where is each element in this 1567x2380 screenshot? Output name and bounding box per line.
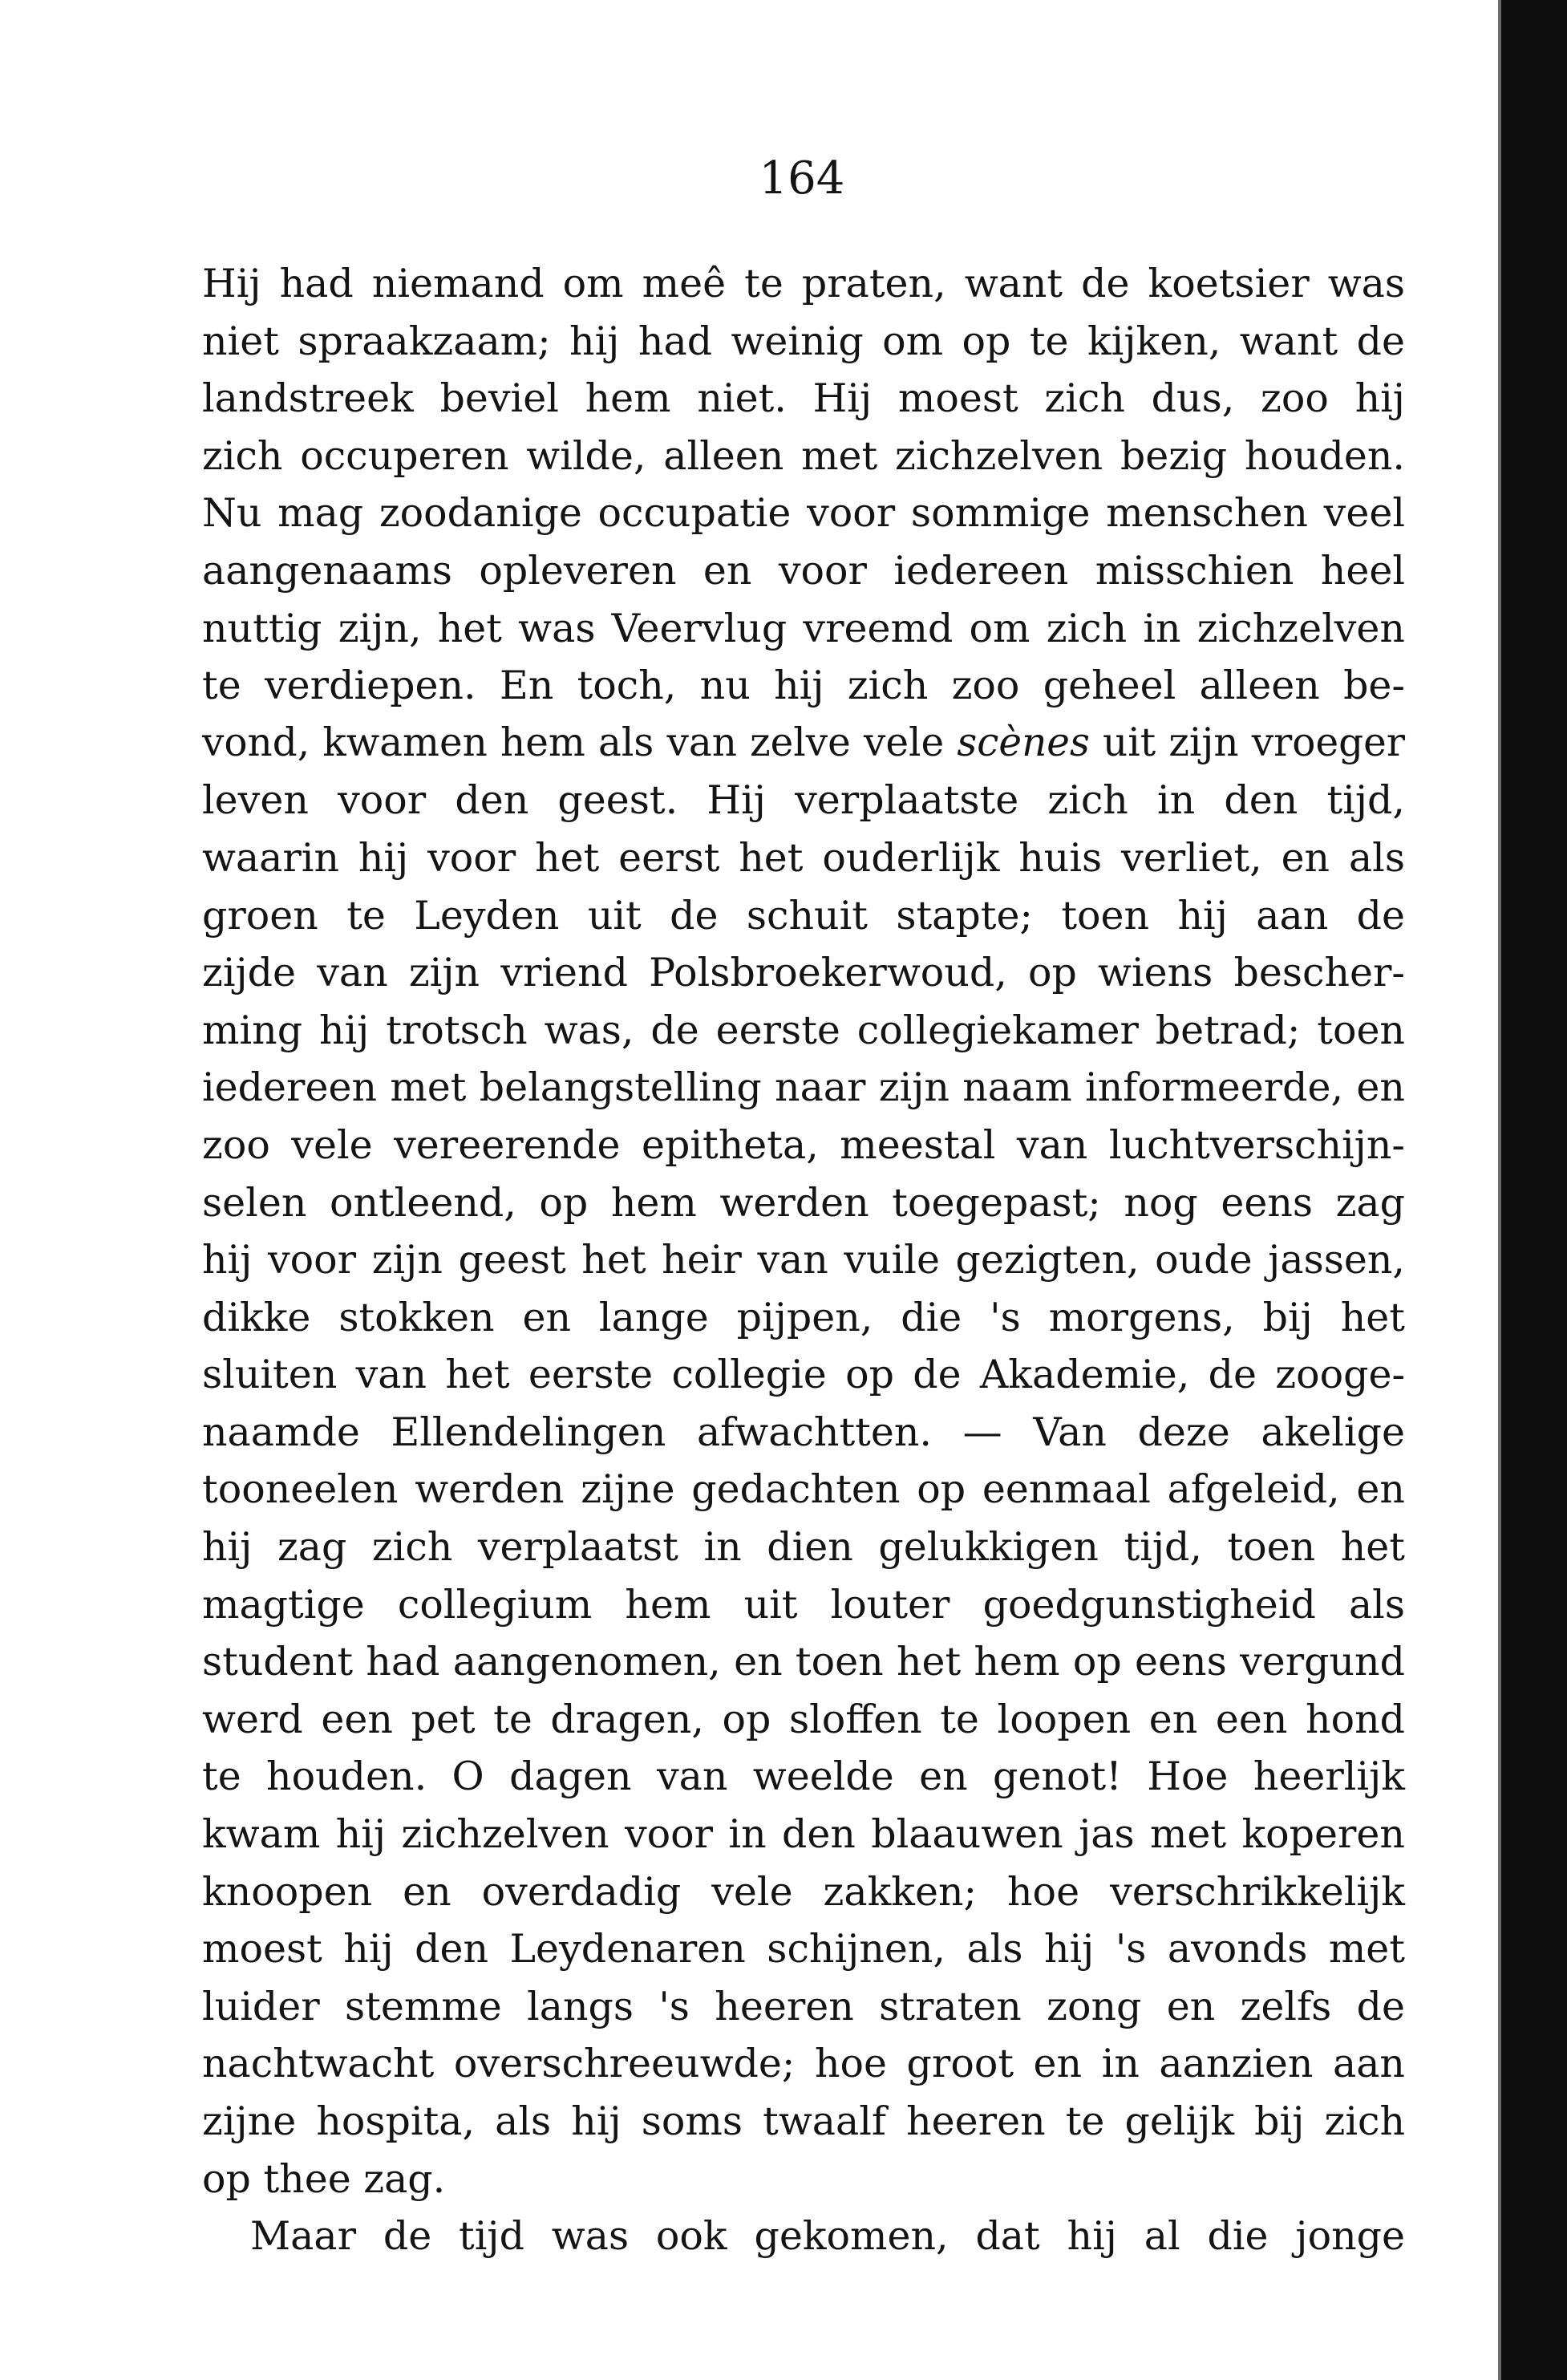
text-line: tooneelen werden zijne gedachten op eenmaal afgeleid, en <box>202 1466 1405 1513</box>
text-line: luider stemme langs 's heeren straten zong en zelfs de <box>202 1983 1405 2029</box>
text-line: zijde van zijn vriend Polsbroekerwoud, op wiens bescher- <box>202 950 1405 996</box>
text-line: student had aangenomen, en toen het hem op eens vergund <box>202 1639 1405 1685</box>
text-line: selen ontleend, op hem werden toegepast; nog eens zag <box>202 1179 1405 1226</box>
text-line: iedereen met belangstelling naar zijn naam informeerde, en <box>202 1064 1405 1111</box>
text-line: magtige collegium hem uit louter goedgunstigheid als <box>202 1581 1405 1628</box>
text-line: kwam hij zichzelven voor in den blaauwen jas met koperen <box>202 1811 1405 1858</box>
text-line: leven voor den geest. Hij verplaatste zich in den tijd, <box>202 777 1405 824</box>
text-line: waarin hij voor het eerst het ouderlijk huis verliet, en als <box>202 834 1405 881</box>
text-line: Nu mag zoodanige occupatie voor sommige menschen veel <box>202 490 1405 537</box>
text-line: nuttig zijn, het was Veervlug vreemd om zich in zichzelven <box>202 605 1405 651</box>
text-line: moest hij den Leydenaren schijnen, als hij 's avonds met <box>202 1926 1405 1973</box>
page-number: 164 <box>759 152 845 205</box>
text-line: aangenaams opleveren en voor iedereen misschien heel <box>202 547 1405 594</box>
text-line: hij zag zich verplaatst in dien gelukkigen tijd, toen het <box>202 1524 1405 1571</box>
text-line: dikke stokken en lange pijpen, die 's morgens, bij het <box>202 1294 1405 1340</box>
text-line: te verdiepen. En toch, nu hij zich zoo geheel alleen be- <box>202 663 1405 709</box>
text-line: zich occuperen wilde, alleen met zichzelven bezig houden. <box>202 432 1405 479</box>
scan-edge <box>1501 0 1567 2380</box>
body-text <box>202 255 1405 2265</box>
text-line: niet spraakzaam; hij had weinig om op te kijken, want de <box>202 318 1405 364</box>
text-line: hij voor zijn geest het heir van vuile gezigten, oude jassen, <box>202 1237 1405 1283</box>
text-line: zoo vele vereerende epitheta, meestal van luchtverschijn- <box>202 1121 1405 1168</box>
text-segment: uit zijn vroeger <box>1089 720 1405 765</box>
text-line: werd een pet te dragen, op sloffen te loopen en een hond <box>202 1696 1405 1742</box>
text-line: landstreek beviel hem niet. Hij moest zich dus, zoo hij <box>202 375 1405 422</box>
text-line: zijne hospita, als hij soms twaalf heeren te gelijk bij zich <box>202 2098 1405 2144</box>
text-line: naamde Ellendelingen afwachtten. — Van deze akelige <box>202 1409 1405 1455</box>
text-line: nachtwacht overschreeuwde; hoe groot en in aanzien aan <box>202 2041 1405 2087</box>
text-line: knoopen en overdadig vele zakken; hoe verschrikkelijk <box>202 1868 1405 1915</box>
text-line: Hij had niemand om meê te praten, want de koetsier was <box>202 261 1405 306</box>
italic-word: scènes <box>957 720 1090 765</box>
paragraph-end-line: op thee zag. <box>202 2155 446 2202</box>
text-line <box>202 715 1405 772</box>
paragraph-start-line: Maar de tijd was ook gekomen, dat hij al die jonge <box>250 2213 1405 2260</box>
text-line: te houden. O dagen van weelde en genot! Hoe heerlijk <box>202 1754 1405 1800</box>
text-line: sluiten van het eerste collegie op de Akademie, de zooge- <box>202 1352 1405 1398</box>
text-line: groen te Leyden uit de schuit stapte; toen hij aan de <box>202 892 1405 939</box>
text-segment: vond, kwamen hem als van zelve vele <box>202 720 958 765</box>
text-line: ming hij trotsch was, de eerste collegiekamer betrad; toen <box>202 1007 1405 1053</box>
